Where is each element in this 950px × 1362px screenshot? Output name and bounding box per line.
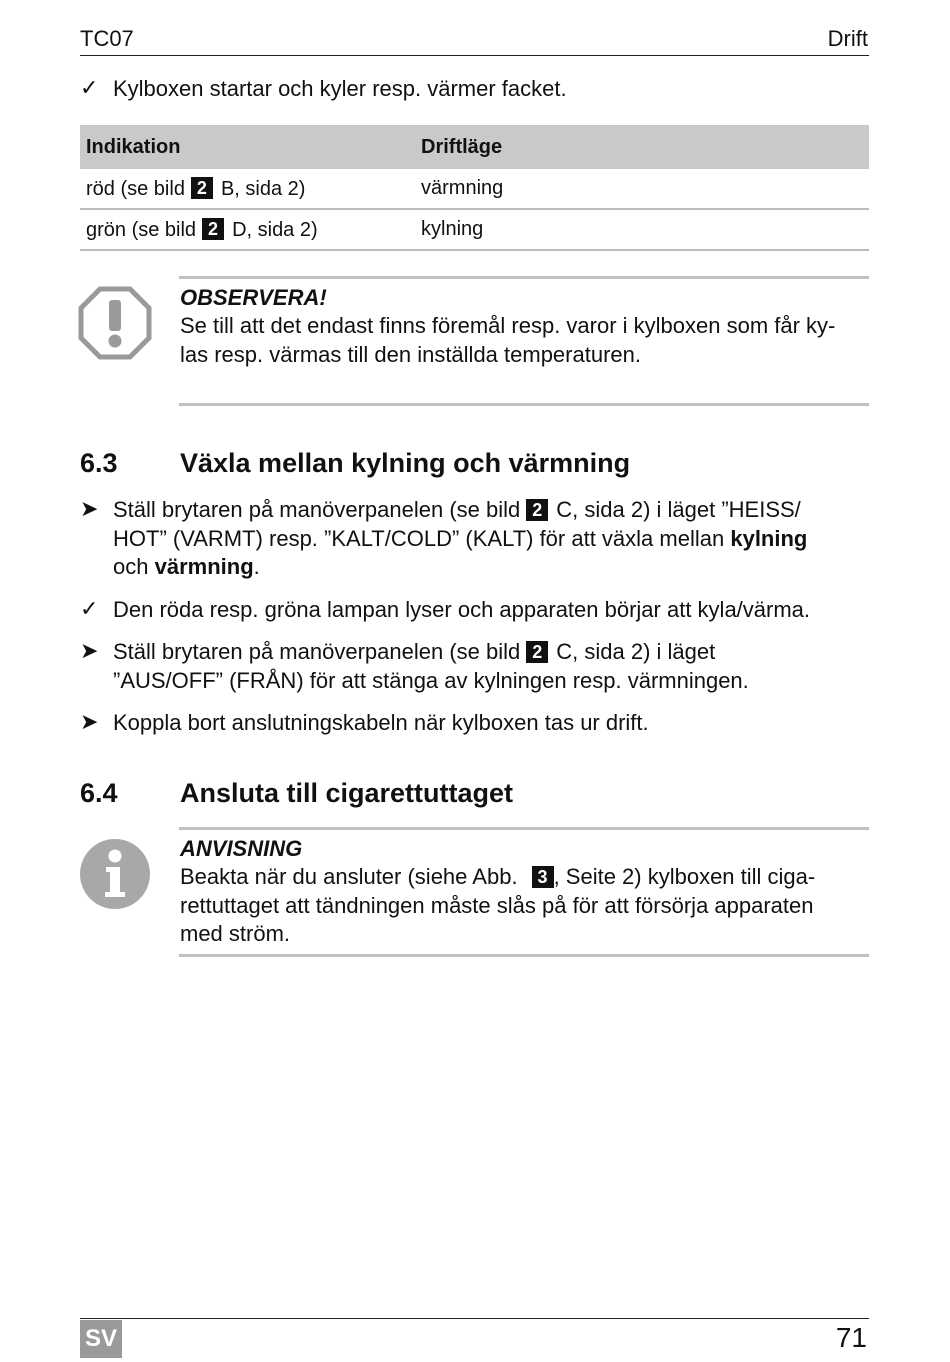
arrow-bullet-icon: ➤	[80, 709, 99, 734]
section-heading: Ansluta till cigarettuttaget	[180, 778, 514, 808]
step-text: Ställ brytaren på manöverpanelen (se bild	[113, 639, 521, 664]
figure-number-badge: 2	[526, 499, 548, 521]
step-text: C, sida 2) i läget	[556, 639, 716, 664]
info-text: Beakta när du ansluter (siehe Abb.	[180, 864, 518, 889]
table-cell-mode: värmning	[415, 169, 869, 209]
chapter-title: Drift	[827, 26, 868, 51]
info-top-rule	[179, 827, 869, 830]
emphasis-text: kylning	[730, 525, 808, 551]
check-icon: ✓	[80, 596, 99, 621]
cell-text: röd (se bild	[86, 177, 185, 200]
result-text: Den röda resp. gröna lampan lyser och apparaten börjar att kyla/värma.	[113, 597, 811, 622]
info-text: med ström.	[180, 921, 291, 946]
step-text: C, sida 2) i läget ”HEISS/	[556, 497, 801, 522]
warning-title: OBSERVERA!	[180, 285, 327, 310]
warning-bottom-rule	[179, 403, 869, 406]
warning-line: las resp. värmas till den inställda temperaturen.	[180, 341, 641, 367]
table-header-indication: Indikation	[80, 125, 415, 169]
indication-table	[80, 125, 869, 251]
table-header-mode: Driftläge	[415, 125, 869, 169]
figure-number-badge: 2	[191, 177, 213, 199]
step-text: och	[113, 554, 149, 579]
step-text: Ställ brytaren på manöverpanelen (se bild	[113, 497, 521, 522]
instruction-step	[113, 496, 869, 582]
warning-top-rule	[179, 276, 869, 279]
arrow-bullet-icon: ➤	[80, 496, 99, 521]
instruction-step	[113, 638, 869, 695]
step-text: ”AUS/OFF” (FRÅN) för att stänga av kylningen resp. värmningen.	[113, 667, 749, 693]
section-heading: Växla mellan kylning och värmning	[180, 448, 631, 478]
table-cell-indication	[80, 169, 415, 209]
table-cell-mode: kylning	[415, 209, 869, 250]
step-text: HOT” (VARMT) resp. ”KALT/COLD” (KALT) för att växla mellan	[113, 525, 725, 551]
info-title: ANVISNING	[180, 836, 303, 861]
header-divider	[80, 55, 869, 56]
figure-number-badge: 2	[202, 218, 224, 240]
section-number: 6.4	[80, 778, 118, 808]
section-number: 6.3	[80, 448, 118, 478]
table-row	[80, 169, 869, 209]
page-number: 71	[835, 1322, 867, 1353]
warning-line: Se till att det endast finns föremål resp. varor i kylboxen som får ky-	[180, 313, 836, 338]
table-header-row	[80, 125, 869, 169]
arrow-bullet-icon: ➤	[80, 638, 99, 663]
info-bottom-rule	[179, 954, 869, 957]
emphasis-text: värmning	[154, 554, 254, 579]
exclamation-octagon-icon	[78, 286, 152, 360]
cell-text: grön (se bild	[86, 218, 197, 241]
figure-number-badge: 3	[532, 866, 554, 888]
table-cell-indication	[80, 209, 415, 250]
intro-text: Kylboxen startar och kyler resp. värmer facket.	[113, 76, 567, 101]
check-icon: ✓	[80, 75, 99, 100]
document-model-label: TC07	[80, 26, 134, 51]
step-text: .	[253, 554, 260, 579]
info-body	[180, 863, 870, 949]
instruction-step: Koppla bort anslutningskabeln när kylboxen tas ur drift.	[113, 710, 649, 735]
table-row	[80, 209, 869, 250]
cell-text: B, sida 2)	[220, 177, 306, 200]
info-circle-icon	[79, 838, 151, 910]
cell-text: D, sida 2)	[232, 218, 318, 241]
warning-body	[180, 312, 870, 369]
figure-number-badge: 2	[526, 641, 548, 663]
info-text: rettuttaget att tändningen måste slås på för att försörja apparaten	[180, 892, 814, 918]
footer-divider	[80, 1318, 869, 1319]
info-text: , Seite 2) kylboxen till ciga-	[553, 864, 816, 889]
language-badge: SV	[80, 1320, 122, 1358]
